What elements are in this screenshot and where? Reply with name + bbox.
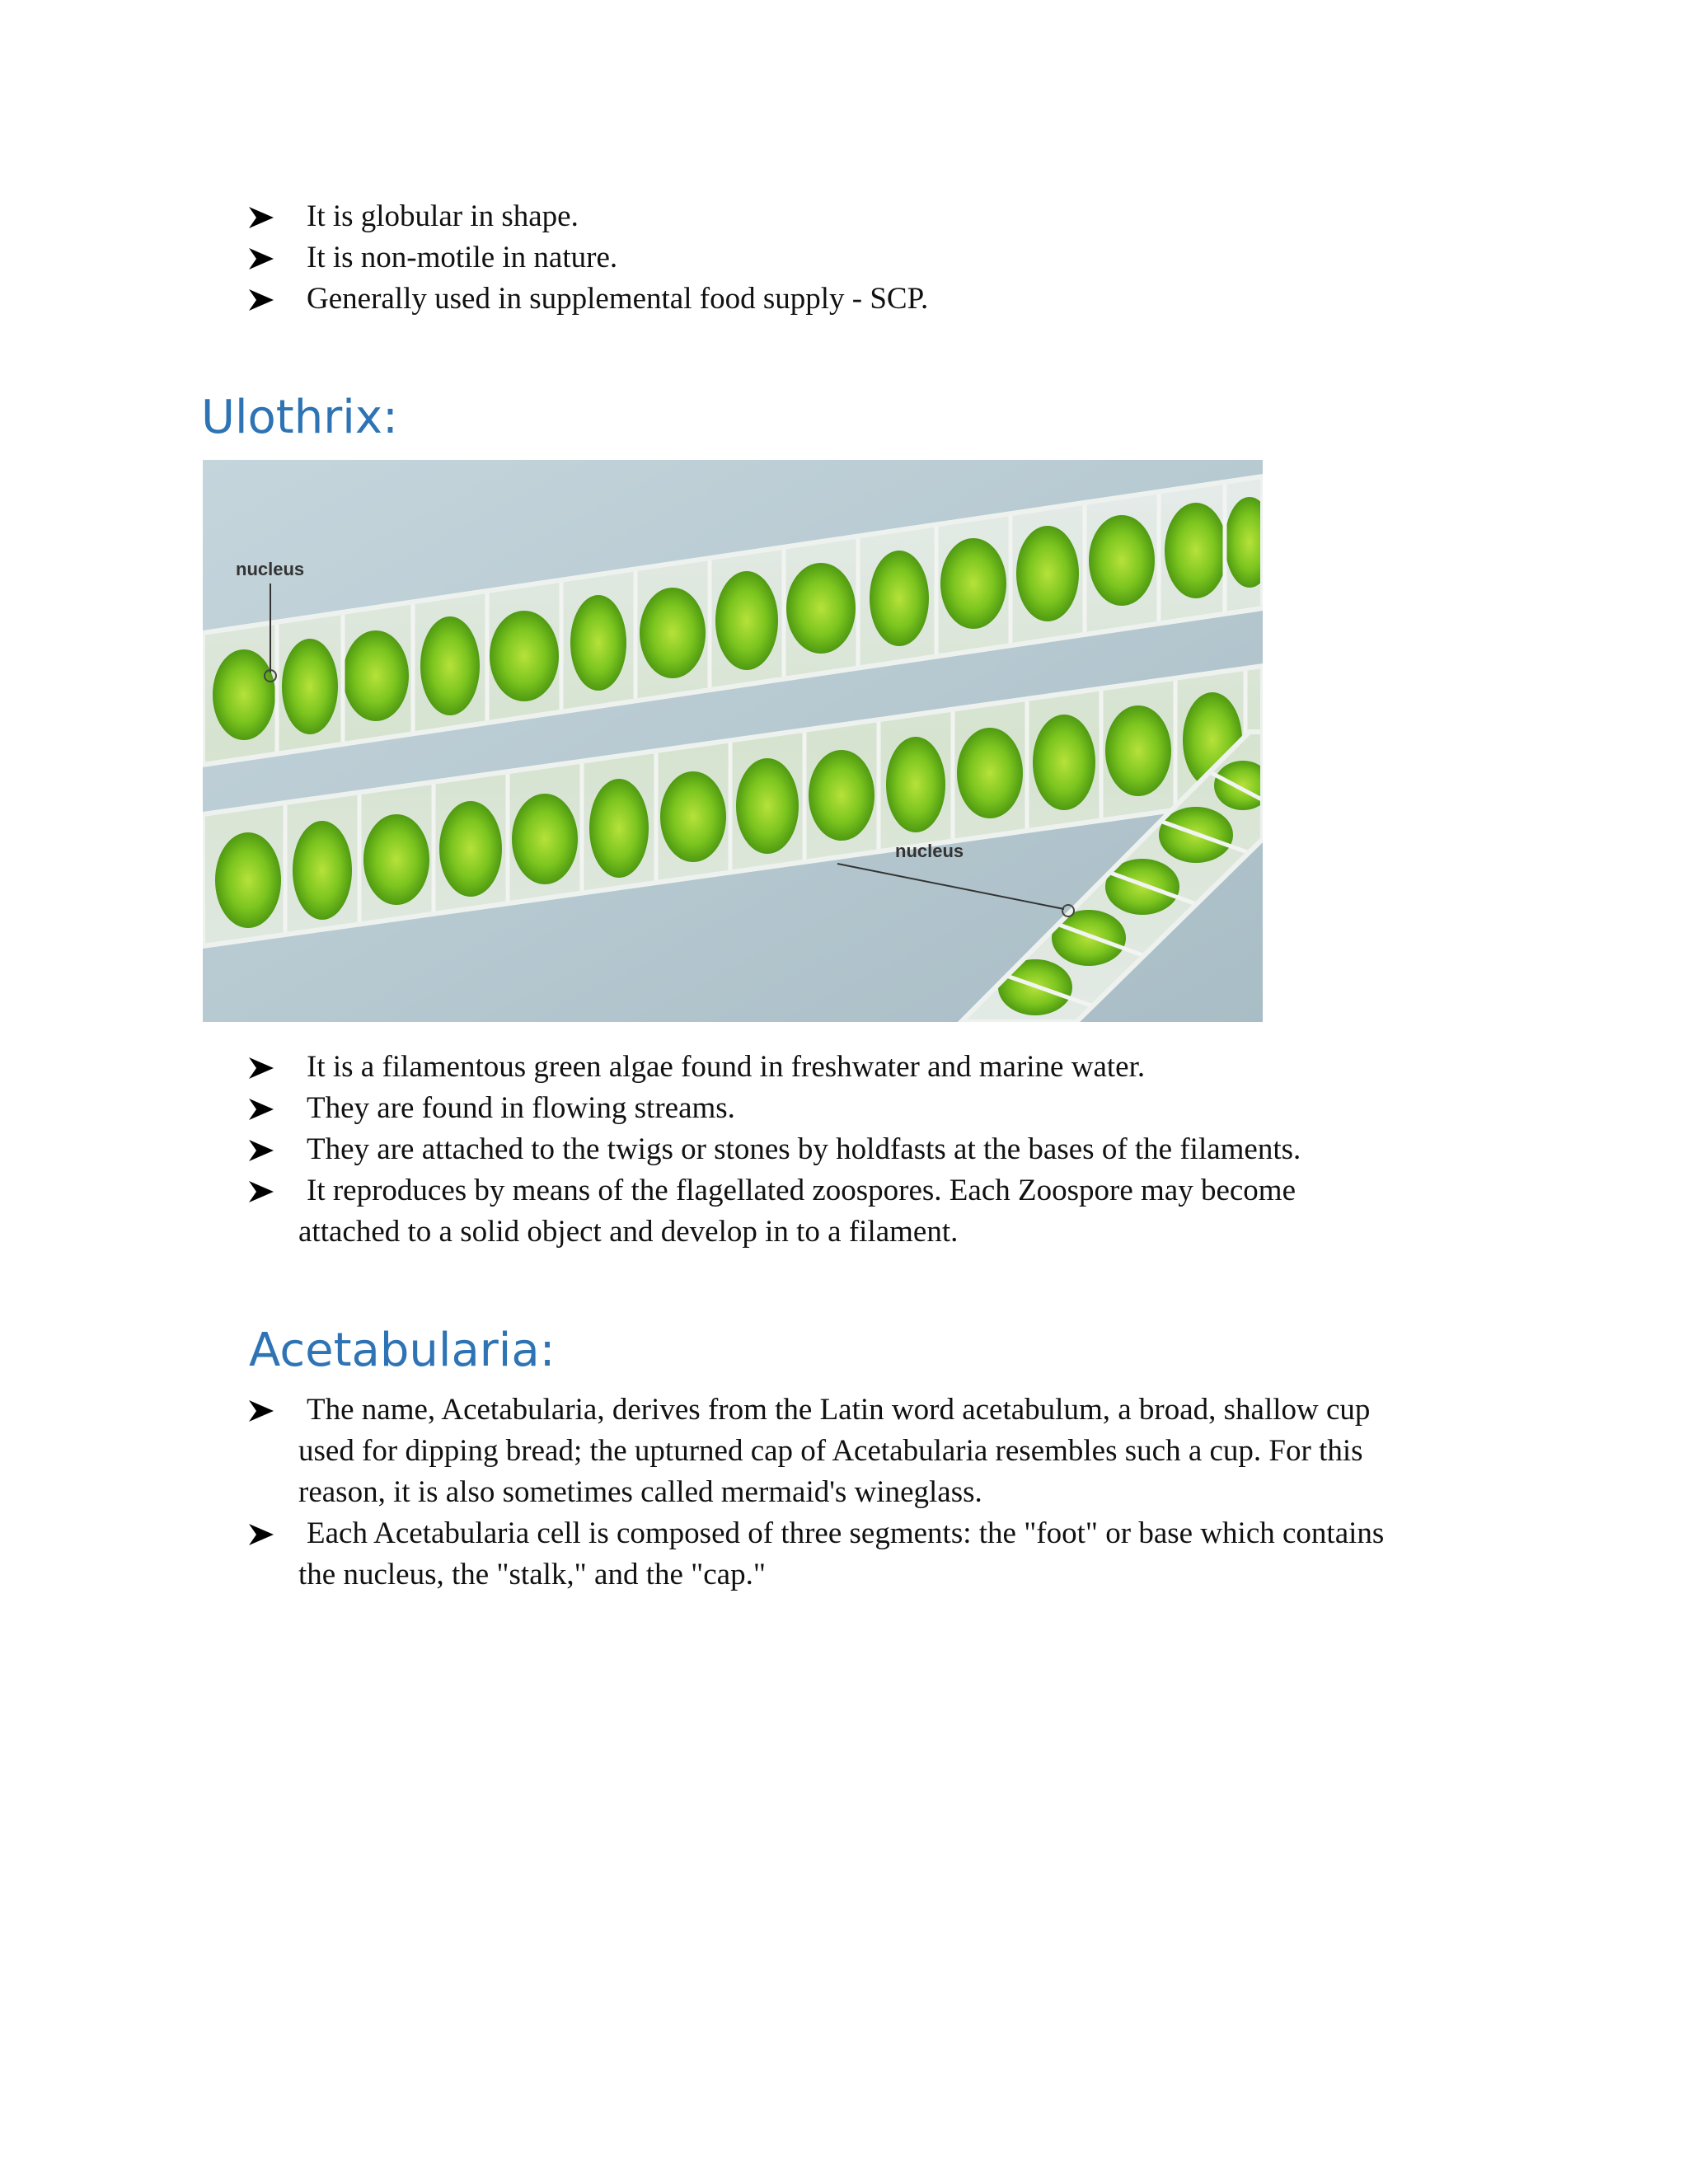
bullet-text-continued: attached to a solid object and develop in to a filament.	[298, 1215, 959, 1249]
arrow-bullet-icon	[249, 1129, 282, 1170]
list-item	[0, 237, 928, 279]
list-item	[0, 1088, 1301, 1129]
arrow-bullet-icon	[249, 1170, 282, 1212]
intro-bullet-list	[0, 196, 928, 320]
bullet-text: Generally used in supplemental food supply - SCP.	[307, 282, 929, 316]
bullet-text: It reproduces by means of the flagellated zoospores. Each Zoospore may become	[307, 1174, 1296, 1207]
list-item	[0, 1129, 1301, 1170]
bullet-text-continued: used for dipping bread; the upturned cap of Acetabularia resembles such a cup. For this	[298, 1434, 1363, 1468]
arrow-bullet-icon	[249, 1088, 282, 1129]
bullet-text: The name, Acetabularia, derives from the Latin word acetabulum, a broad, shallow cup	[307, 1393, 1371, 1427]
acetabularia-bullet-list	[0, 1390, 1384, 1596]
bullet-text-continued: the nucleus, the "stalk," and the "cap."	[298, 1558, 766, 1591]
section-heading-ulothrix: Ulothrix:	[201, 391, 398, 444]
bullet-text: Each Acetabularia cell is composed of three segments: the "foot" or base which contains	[307, 1516, 1385, 1550]
arrow-bullet-icon	[249, 237, 282, 279]
list-item	[0, 1513, 1384, 1596]
bullet-text: It is globular in shape.	[307, 199, 579, 233]
bullet-text: It is non-motile in nature.	[307, 241, 618, 274]
arrow-bullet-icon	[249, 1513, 282, 1554]
arrow-bullet-icon	[249, 196, 282, 237]
bullet-text: It is a filamentous green algae found in freshwater and marine water.	[307, 1050, 1146, 1084]
ulothrix-bullet-list	[0, 1047, 1301, 1253]
list-item	[0, 279, 928, 320]
arrow-bullet-icon	[249, 279, 282, 320]
bullet-text: They are found in flowing streams.	[307, 1091, 735, 1125]
list-item	[0, 196, 928, 237]
list-item	[0, 1390, 1384, 1513]
arrow-bullet-icon	[249, 1390, 282, 1431]
list-item	[0, 1170, 1301, 1253]
nucleus-label-bottom: nucleus	[895, 841, 964, 861]
arrow-bullet-icon	[249, 1047, 282, 1088]
bullet-text-continued: reason, it is also sometimes called mermaid's wineglass.	[298, 1475, 982, 1509]
ulothrix-microscope-photo	[203, 460, 1263, 1022]
nucleus-label-top: nucleus	[236, 559, 305, 579]
section-heading-acetabularia: Acetabularia:	[249, 1324, 556, 1377]
list-item	[0, 1047, 1301, 1088]
bullet-text: They are attached to the twigs or stones by holdfasts at the bases of the filaments.	[307, 1132, 1301, 1166]
